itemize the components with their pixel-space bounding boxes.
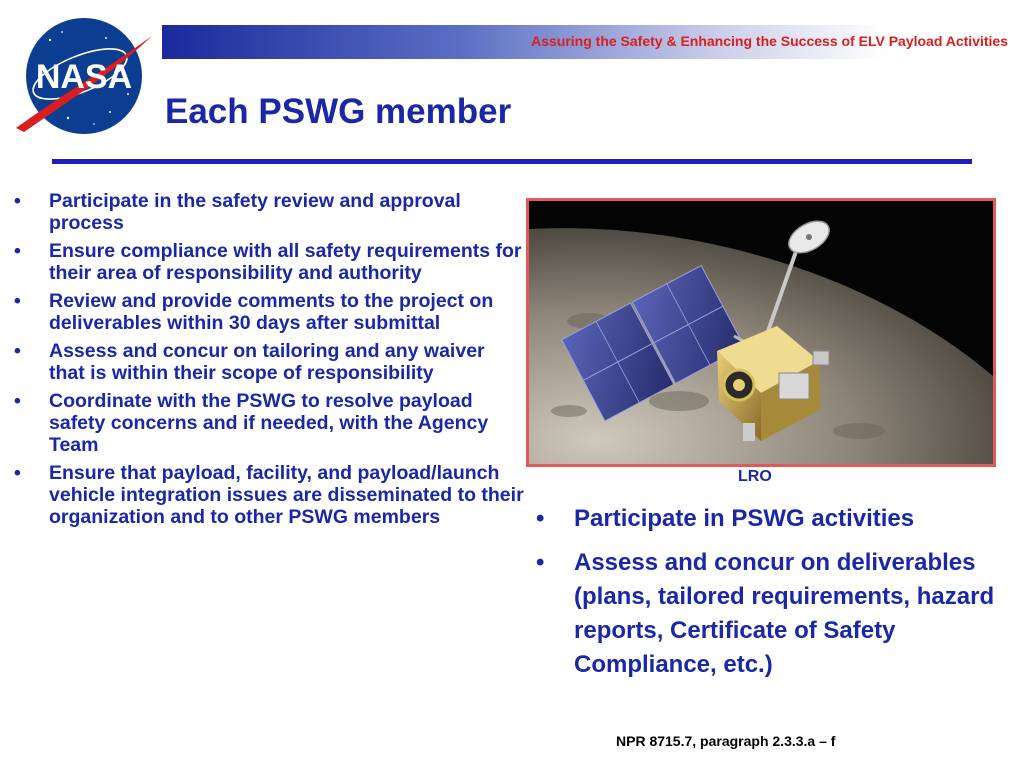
list-item <box>10 240 525 284</box>
list-item <box>532 546 1002 682</box>
list-item <box>10 190 525 234</box>
right-bullet-list <box>532 502 1002 692</box>
left-bullet-list <box>10 190 525 534</box>
list-item-text: Participate in PSWG activities <box>574 505 915 532</box>
list-item <box>10 340 525 384</box>
reference-footnote: NPR 8715.7, paragraph 2.3.3.a – f <box>616 733 836 749</box>
bullet-icon: • <box>14 462 21 484</box>
bullet-icon: • <box>14 240 21 262</box>
list-item-text: Coordinate with the PSWG to resolve payload safety concerns and if needed, with the Agency Team <box>49 390 489 456</box>
header-tagline: Assuring the Safety & Enhancing the Success of ELV Payload Activities <box>531 33 1008 49</box>
list-item-text: Ensure compliance with all safety requirements for their area of responsibility and authority <box>49 240 522 284</box>
title-rule <box>52 159 972 164</box>
nasa-logo <box>10 10 158 138</box>
list-item-text: Review and provide comments to the project on deliverables within 30 days after submittal <box>49 290 494 334</box>
list-item <box>10 462 525 528</box>
list-item <box>10 290 525 334</box>
bullet-icon: • <box>14 290 21 312</box>
list-item-text: Assess and concur on tailoring and any waiver that is within their scope of responsibility <box>49 340 485 384</box>
list-item <box>10 390 525 456</box>
list-item-text: Ensure that payload, facility, and payload/launch vehicle integration issues are disseminated to their organization and to other PSWG members <box>49 462 524 528</box>
bullet-icon: • <box>14 390 21 412</box>
list-item-text: Assess and concur on deliverables (plans, tailored requirements, hazard reports, Certificate of Safety Compliance, etc.) <box>574 549 995 678</box>
bullet-icon: • <box>14 190 21 212</box>
image-caption: LRO <box>738 468 772 485</box>
page-title: Each PSWG member <box>165 92 512 131</box>
bullet-icon: • <box>14 340 21 362</box>
list-item-text: Participate in the safety review and approval process <box>49 190 461 234</box>
bullet-icon: • <box>536 549 545 576</box>
nasa-logo-text: NASA <box>35 58 133 96</box>
bullet-icon: • <box>536 505 545 532</box>
lro-spacecraft-image <box>526 198 996 467</box>
lro-illustration <box>529 201 993 464</box>
list-item <box>532 502 1002 536</box>
